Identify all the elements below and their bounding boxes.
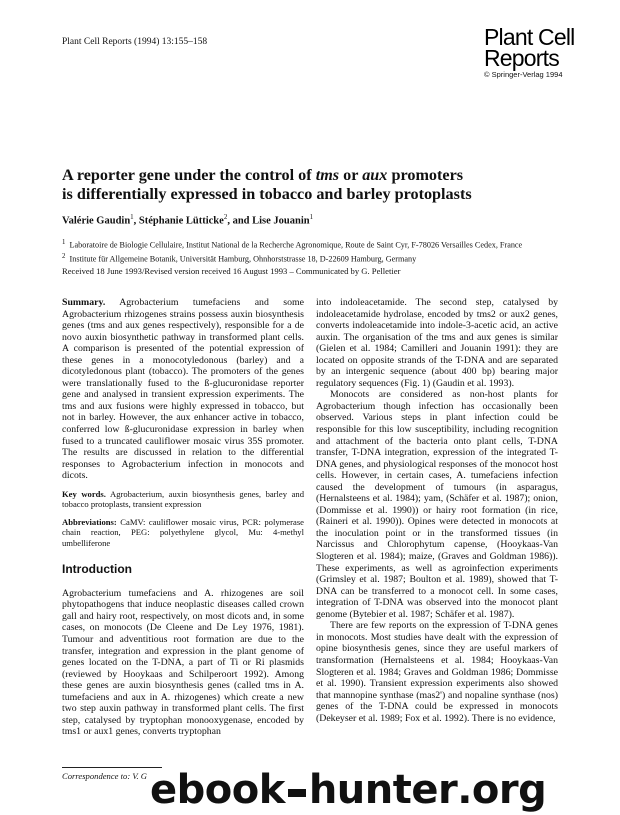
title-text: promoters xyxy=(387,166,464,184)
summary-text: Agrobacterium tumefaciens and some Agrobacterium rhizogenes strains possess auxin biosynthesis genes (tms and aux genes respectively), responsible for a de novo auxin biosynthetic pathway in transformed plant cells. A comparison is presented of the potential expression of these genes in a monocotyledonous (barley) and a dicotyledonous plant (tobacco). The promoters of the genes were translationally fused to the ß-glucuronidase reporter gene and analysed in transient expression experiments. The tms and aux fusions were highly expressed in tobacco, but not in barley. However, the aux enhancer active in tobacco, conferred low ß-glucuronidase expression in barley when fused to a truncated cauliflower mosaic virus 35S promoter. The results are discussed in relation to the differential responses to Agrobacterium infection in monocots and dicots. xyxy=(62,297,304,482)
logo-line-2: Reports xyxy=(484,45,559,71)
left-column xyxy=(62,297,304,738)
keywords-label: Key words. xyxy=(62,488,106,499)
affiliation-marker: 1 xyxy=(309,213,314,221)
watermark-dash xyxy=(288,789,306,797)
watermark-text: ebook xyxy=(150,766,285,813)
affiliations xyxy=(62,237,602,264)
intro-paragraph: Agrobacterium tumefaciens and A. rhizogenes are soil phytopathogens that induce neoplastic diseases called crown gall and hairy root, respectively, on most dicots and, in some cases, on monocots (De Cleene and De Ley 1976, 1981). Tumour and adventitious root formation are due to the transfer, integration and expression in the plant genome of genes located on the T-DNA, a part of Ti or Ri plasmids (reviewed by Hooykaas and Schilperoort 1992). Among these genes are auxin biosynthesis genes (called tms in A. tumefaciens and aux in A. rhizogenes) which create a new two step auxin pathway in transformed plant cells. The first step, catalysed by tryptophan monooxygenase, encoded by tms1 or aux1 genes, converts tryptophan xyxy=(62,587,304,738)
logo-line-1: Plant Cell xyxy=(484,24,575,50)
journal-reference: Plant Cell Reports (1994) 13:155–158 xyxy=(62,37,208,47)
body-paragraph: into indoleacetamide. The second step, catalysed by indoleacetamide hydrolase, encoded by tms2 or aux2 genes, converts indoleacetamide into indole-3-acetic acid, an active auxin. The organisation of the tms and aux genes is similar (Gielen et al. 1984; Camilleri and Jouanin 1991): they are located on opposite strands of the T-DNA and are separated by an intergenic sequence (about 400 bp) bearing major regulatory sequences (Fig. 1) (Gaudin et al. 1993). xyxy=(316,297,558,389)
journal-logo xyxy=(484,24,594,79)
author-name: Valérie Gaudin xyxy=(62,215,131,227)
affiliation-text: Laboratoire de Biologie Cellulaire, Institut National de la Recherche Agronomique, Route de Saint Cyr, F-78026 Versailles Cedex, France xyxy=(69,240,523,250)
author-name: , and Lise Jouanin xyxy=(227,215,310,227)
body-paragraph: There are few reports on the expression of T-DNA genes in monocots. Most studies have dealt with the expression of opine biosynthesis genes, since they are useful markers of transformation (Hernalsteens et al. 1984; Hooykaas-Van Slogteren et al. 1984; Graves and Goldman 1986; Dommisse et al. 1990). Transient expression experiments also showed that mannopine synthase (mas2') and nopaline synthase (nos) genes of the T-DNA could be expressed in monocots (Dekeyser et al. 1989; Fox et al. 1992). There is no evidence, xyxy=(316,620,558,724)
author-list xyxy=(62,213,313,227)
abbreviations-paragraph xyxy=(62,517,304,549)
title-text: or xyxy=(339,166,363,184)
watermark-logo xyxy=(150,766,620,813)
title-text: aux xyxy=(362,166,388,184)
footnote-divider xyxy=(62,767,162,768)
title-text: is differentially expressed in tobacco and barley protoplasts xyxy=(62,185,472,203)
watermark-text: hunter xyxy=(308,766,458,813)
title-text: tms xyxy=(315,166,340,184)
title-text: A reporter gene under the control of xyxy=(62,166,316,184)
keywords-text: Agrobacterium, auxin biosynthesis genes, barley and tobacco protoplasts, transient expression xyxy=(62,488,304,510)
watermark-text: .org xyxy=(457,766,547,813)
affiliation-number: 1 xyxy=(62,239,66,246)
affiliation-marker: 2 xyxy=(223,213,228,221)
copyright-notice: © Springer-Verlag 1994 xyxy=(484,70,563,79)
section-heading-introduction: Introduction xyxy=(62,562,132,577)
right-column xyxy=(316,297,558,724)
affiliation-text: Institute für Allgemeine Botanik, Universität Hamburg, Ohnhorststrasse 18, D-22609 Hamburg, Germany xyxy=(69,254,417,264)
abbreviations-text: CaMV: cauliflower mosaic virus, PCR: polymerase chain reaction, PEG: polyethylene glycol, Mu: 4-methyl umbelliferone xyxy=(62,516,305,548)
correspondence-footnote xyxy=(62,771,147,781)
abbreviations-label: Abbreviations: xyxy=(62,516,117,527)
summary-label: Summary. xyxy=(62,297,106,308)
affiliation-marker: 1 xyxy=(130,213,134,221)
affiliation xyxy=(62,251,602,265)
keywords-paragraph xyxy=(62,489,304,510)
affiliation-number: 2 xyxy=(62,252,66,260)
author-name: , Stéphanie Lütticke xyxy=(133,215,224,227)
received-dates: Received 18 June 1993/Revised version received 16 August 1993 – Communicated by G. Pelletier xyxy=(62,266,401,276)
affiliation xyxy=(62,237,602,251)
summary-paragraph xyxy=(62,297,304,482)
article-title xyxy=(62,166,582,204)
body-paragraph: Monocots are considered as non-host plants for Agrobacterium though infection has occasionally been observed. Various steps in plant infection could be responsible for this low susceptibility, including recognition and attachment of the bacteria onto plant cells, T-DNA transfer, T-DNA integration, expression of the integrated T-DNA genes, and physiological responses of the monocot host cells. However, in certain cases, A. tumefaciens infection caused the development of tumours (in asparagus, (Hernalsteens et al. 1984); yam, (Schäfer et al. 1987); onion, (Dommisse et al. 1990)) or hairy root formation (in rice, (Raineri et al. 1990)). Opines were detected in monocots at the inoculation point or in the transformed tissues (in Narcissus and Chlorophytum capense, (Hooykaas-Van Slogteren et al. 1984); maize, (Graves and Goldman 1986)). These experiments, as well as agroinfection experiments (Grimsley et al. 1987; Boulton et al. 1989), showed that T-DNA can be transferred to a monocot cell. In some cases, integration of T-DNA was observed into the monocot plant genome (Bytebier et al. 1987; Schäfer et al. 1987). xyxy=(316,389,558,620)
footnote-text: Correspondence to: V. G xyxy=(62,771,147,781)
